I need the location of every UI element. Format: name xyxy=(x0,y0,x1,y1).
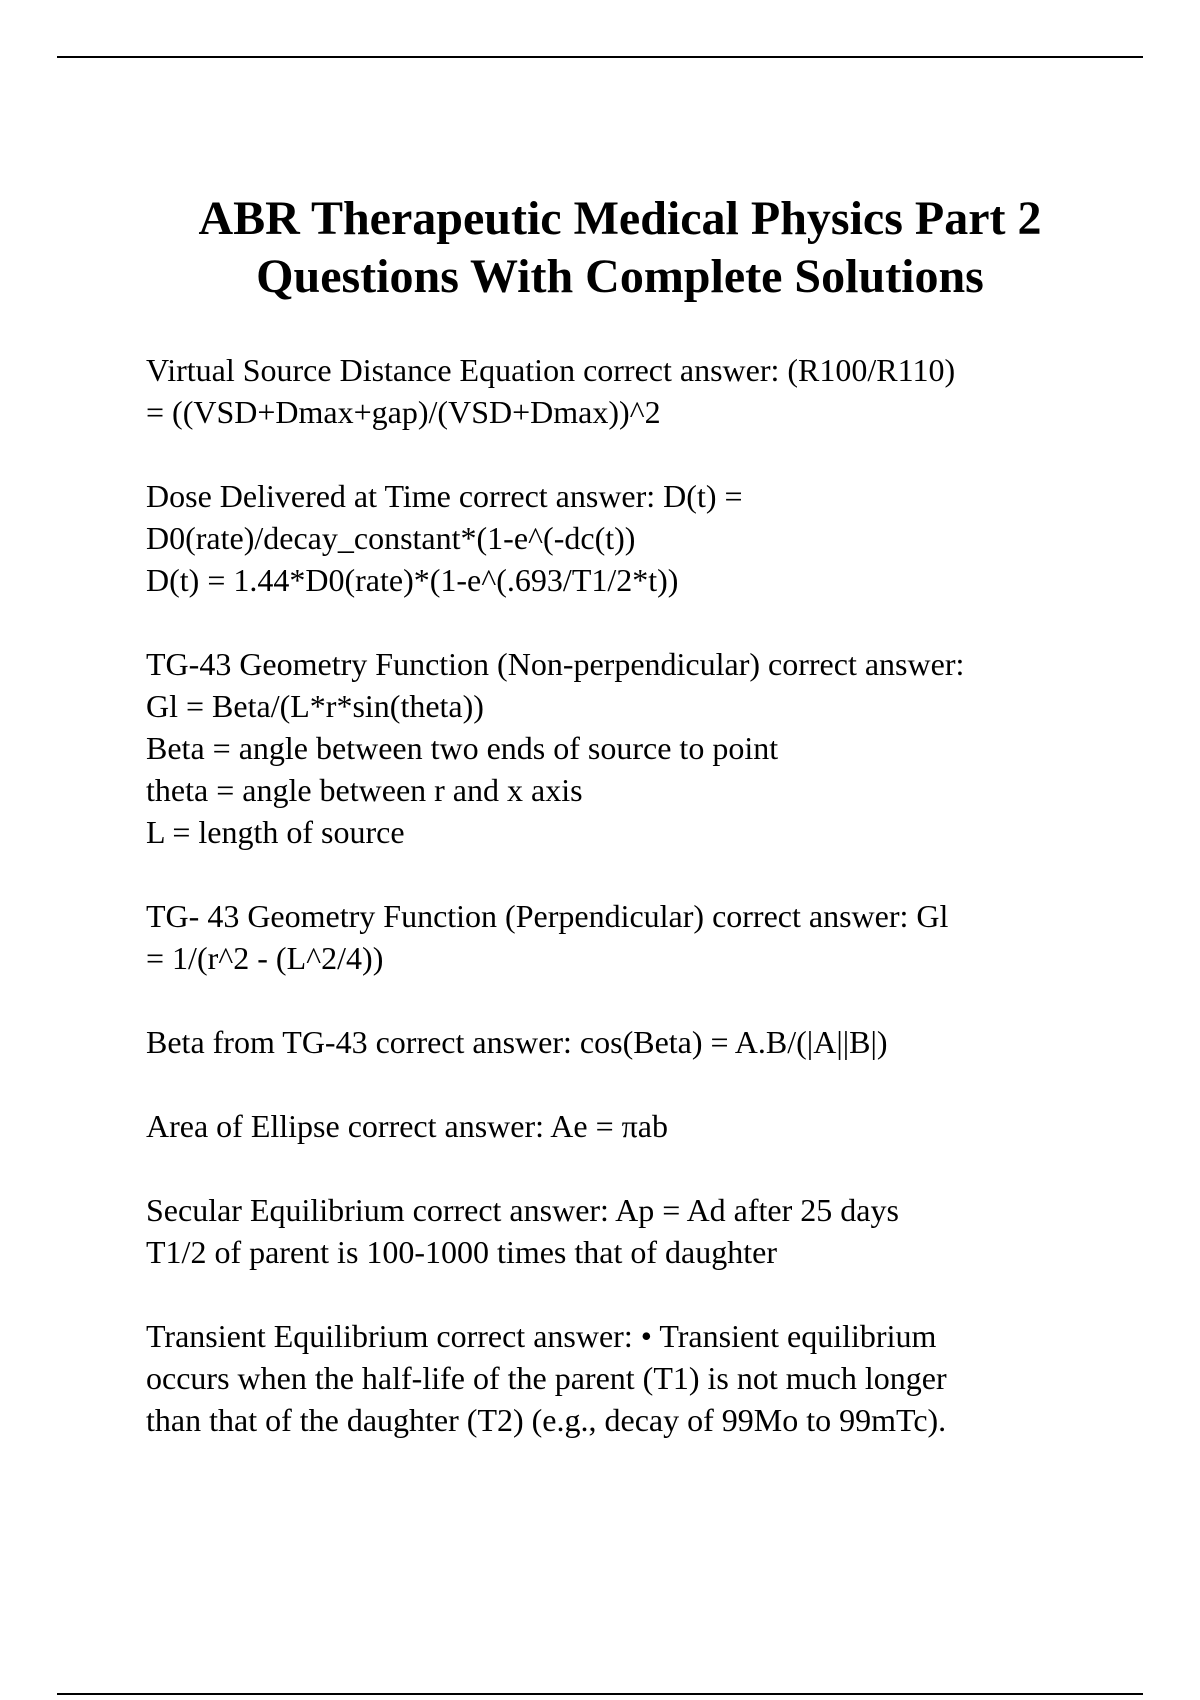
qa-line: L = length of source xyxy=(146,814,405,850)
qa-line: D0(rate)/decay_constant*(1-e^(-dc(t)) xyxy=(146,520,636,556)
top-rule xyxy=(57,56,1143,58)
qa-line: = ((VSD+Dmax+gap)/(VSD+Dmax))^2 xyxy=(146,394,661,430)
qa-entry-beta-tg43 xyxy=(146,1021,1146,1063)
qa-entry-area-ellipse xyxy=(146,1105,1146,1147)
qa-line: D(t) = 1.44*D0(rate)*(1-e^(.693/T1/2*t)) xyxy=(146,562,679,598)
qa-entry-secular-equilibrium xyxy=(146,1189,1146,1273)
qa-line: = 1/(r^2 - (L^2/4)) xyxy=(146,940,384,976)
title-line-1: ABR Therapeutic Medical Physics Part 2 xyxy=(198,192,1042,245)
qa-entry-tg43-non-perpendicular xyxy=(146,643,1146,853)
qa-line: T1/2 of parent is 100-1000 times that of daughter xyxy=(146,1234,777,1270)
qa-line: Area of Ellipse correct answer: Ae = πab xyxy=(146,1108,668,1144)
qa-entry-tg43-perpendicular xyxy=(146,895,1146,979)
document-title xyxy=(100,190,1140,306)
qa-entry-transient-equilibrium xyxy=(146,1315,1146,1441)
qa-line: Dose Delivered at Time correct answer: D(t) = xyxy=(146,478,743,514)
bottom-rule xyxy=(57,1693,1143,1695)
qa-line: TG-43 Geometry Function (Non-perpendicular) correct answer: xyxy=(146,646,965,682)
qa-entry-dose-delivered xyxy=(146,475,1146,601)
qa-line: Gl = Beta/(L*r*sin(theta)) xyxy=(146,688,484,724)
qa-line: Beta from TG-43 correct answer: cos(Beta) = A.B/(|A||B|) xyxy=(146,1024,888,1060)
qa-line: theta = angle between r and x axis xyxy=(146,772,583,808)
qa-line: Secular Equilibrium correct answer: Ap = Ad after 25 days xyxy=(146,1192,899,1228)
qa-line: than that of the daughter (T2) (e.g., decay of 99Mo to 99mTc). xyxy=(146,1402,947,1438)
qa-line: occurs when the half-life of the parent (T1) is not much longer xyxy=(146,1360,947,1396)
qa-entry-virtual-source-distance xyxy=(146,349,1146,433)
qa-list xyxy=(146,349,1146,1483)
qa-line: Beta = angle between two ends of source to point xyxy=(146,730,779,766)
qa-line: Virtual Source Distance Equation correct answer: (R100/R110) xyxy=(146,352,956,388)
qa-line: Transient Equilibrium correct answer: • Transient equilibrium xyxy=(146,1318,937,1354)
qa-line: TG- 43 Geometry Function (Perpendicular) correct answer: Gl xyxy=(146,898,949,934)
title-line-2: Questions With Complete Solutions xyxy=(256,250,984,303)
